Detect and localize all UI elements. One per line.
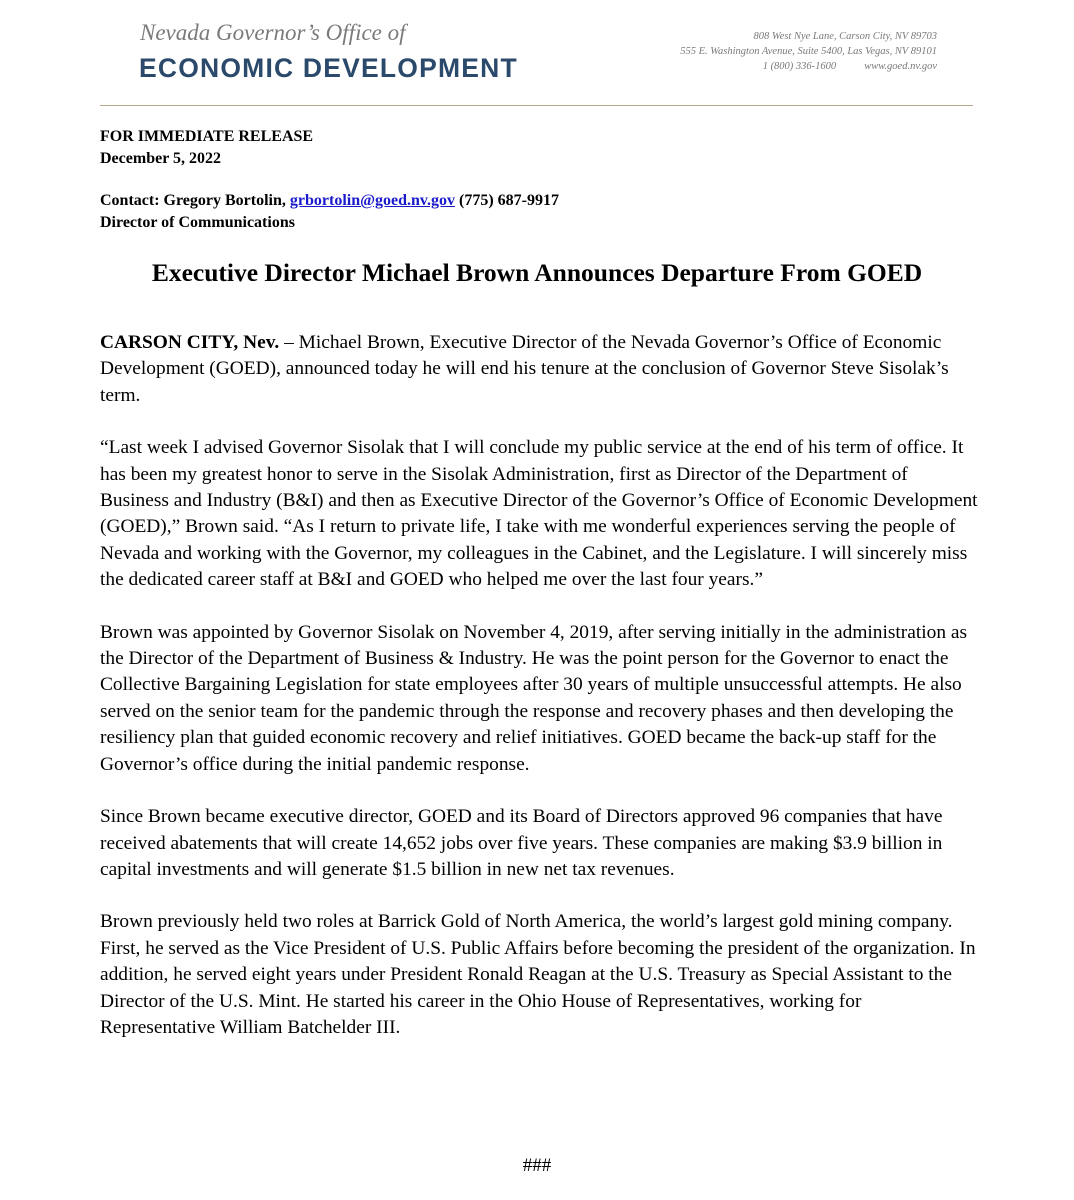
contact-phone: (775) 687-9917 xyxy=(455,192,559,209)
body-text xyxy=(100,330,980,1067)
paragraph-3: Brown was appointed by Governor Sisolak on November 4, 2019, after serving initially in the administration as the Director of the Department of Business & Industry. He was the point person for the Governor to enact the Collective Bargaining Legislation for state employees after 30 years of multiple unsuccessful attempts. He also served on the senior team for the pandemic through the response and recovery phases and then developing the resiliency plan that guided economic recovery and relief initiatives. GOED became the back-up staff for the Governor’s office during the initial pandemic response. xyxy=(100,621,968,775)
release-label: FOR IMMEDIATE RELEASE xyxy=(100,128,314,145)
paragraph-2: “Last week I advised Governor Sisolak that I will conclude my public service at the end of his term of office. It has been my greatest honor to serve in the Sisolak Administration, first as Director of the Department of Business and Industry (B&I) and then as Executive Director of the Governor’s Office of Economic Development (GOED),” Brown said. “As I return to private life, I take with me wonderful experiences serving the people of Nevada and working with the Governor, my colleagues in the Cabinet, and the Legislature. I will sincerely miss the dedicated career staff at B&I and GOED who helped me over the last four years.” xyxy=(100,437,978,591)
letterhead-org-line2: ECONOMIC DEVELOPMENT xyxy=(139,53,518,83)
letterhead-website: www.goed.nv.gov xyxy=(864,61,937,72)
release-date: December 5, 2022 xyxy=(100,150,221,167)
letterhead-divider xyxy=(100,105,973,106)
contact-prefix: Contact: Gregory Bortolin, xyxy=(100,192,290,209)
contact-title: Director of Communications xyxy=(100,214,295,231)
letterhead-phone-row xyxy=(680,59,937,74)
letterhead-address-block xyxy=(680,29,937,74)
contact-email-link[interactable]: grbortolin@goed.nv.gov xyxy=(289,192,456,209)
letterhead-org-line1: Nevada Governor’s Office of xyxy=(140,20,406,45)
paragraph-1 xyxy=(100,330,980,409)
dateline: CARSON CITY, Nev. xyxy=(100,332,280,353)
release-block xyxy=(100,126,313,170)
letterhead-address1: 808 West Nye Lane, Carson City, NV 89703 xyxy=(753,31,937,42)
paragraph-5: Brown previously held two roles at Barrick Gold of North America, the world’s largest gold mining company. First, he served as the Vice President of U.S. Public Affairs before becoming the president of the organization. In addition, he served eight years under President Ronald Reagan at the U.S. Treasury as Special Assistant to the Director of the U.S. Mint. He started his career in the Ohio House of Representatives, working for Representative William Batchelder III. xyxy=(100,911,976,1038)
letterhead-address2: 555 E. Washington Avenue, Suite 5400, Las Vegas, NV 89101 xyxy=(680,46,937,57)
headline: Executive Director Michael Brown Announces Departure From GOED xyxy=(151,258,923,287)
contact-line xyxy=(100,190,559,212)
letterhead-phone: 1 (800) 336-1600 xyxy=(762,61,837,72)
paragraph-4: Since Brown became executive director, GOED and its Board of Directors approved 96 companies that have received abatements that will create 14,652 jobs over five years. These companies are making $3.9 billion in capital investments and will generate $1.5 billion in new net tax revenues. xyxy=(100,806,943,880)
contact-block xyxy=(100,190,559,234)
paragraph-1-text: – Michael Brown, Executive Director of the Nevada Governor’s Office of Economic Development (GOED), announced today he will end his tenure at the conclusion of Governor Steve Sisolak’s term. xyxy=(100,332,949,406)
end-mark: ### xyxy=(522,1155,552,1176)
